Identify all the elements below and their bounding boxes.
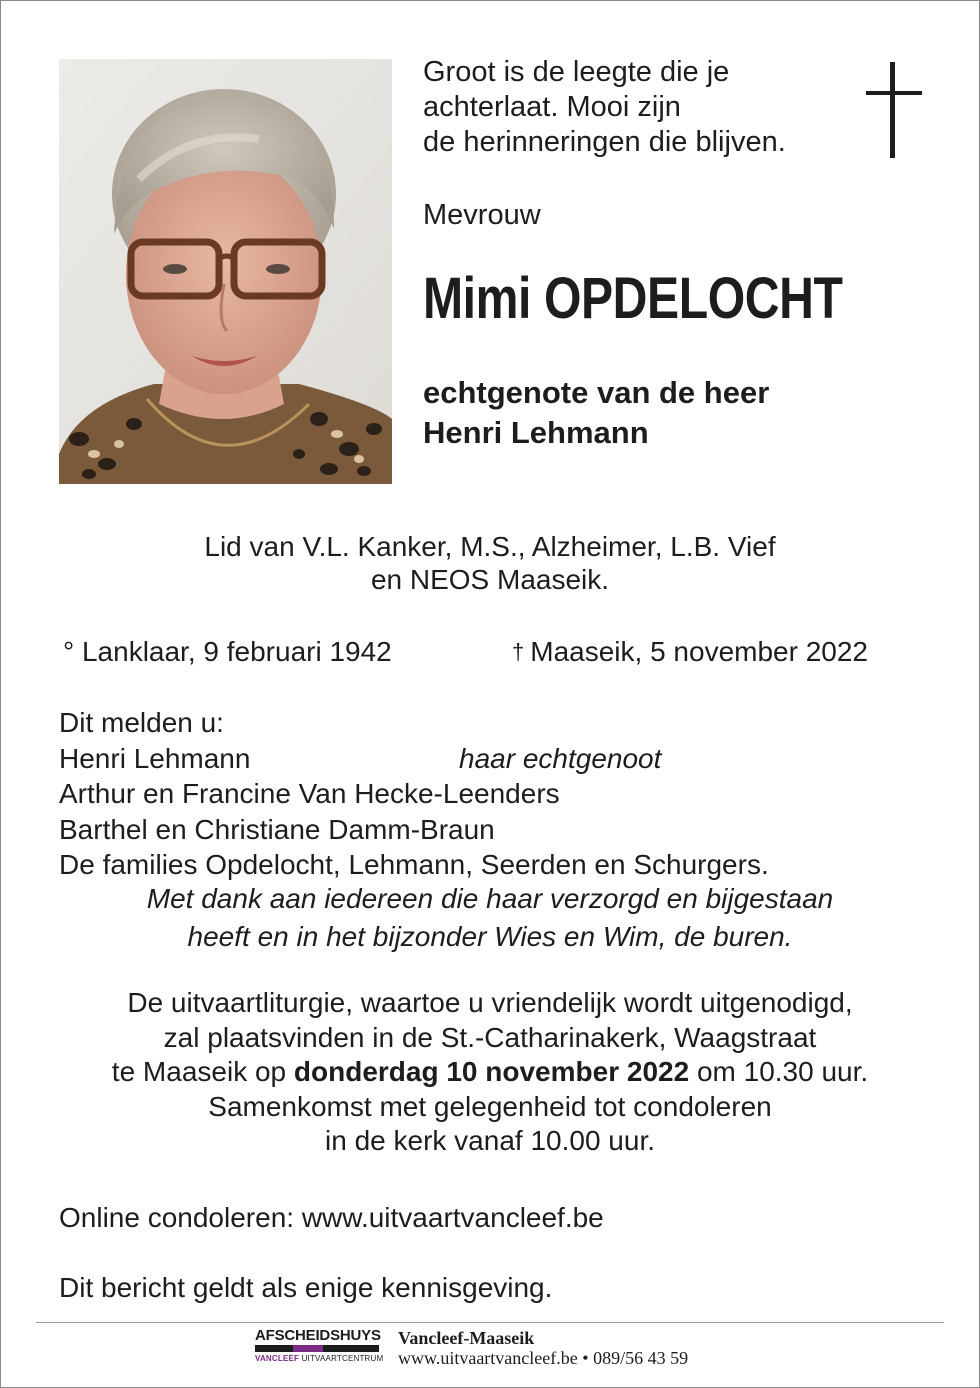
- deceased-name: Mimi OPDELOCHT: [423, 266, 843, 331]
- funeral-line: De uitvaartliturgie, waartoe u vriendelijk wordt uitgenodigd,: [127, 987, 853, 1018]
- contact-line: [398, 1348, 688, 1368]
- funeral-date: donderdag 10 november 2022: [293, 1056, 690, 1087]
- family-member: Barthel en Christiane Damm-Braun: [59, 813, 495, 845]
- separator: •: [582, 1348, 589, 1368]
- funeral-line: [0, 1055, 980, 1090]
- logo-wordmark: AFSCHEIDSHUYS: [255, 1327, 381, 1344]
- cross-icon: [866, 62, 922, 158]
- funeral-home-logo: [255, 1327, 384, 1366]
- thanks-line: heeft en in het bijzonder Wies en Wim, de buren.: [187, 921, 793, 952]
- logo-subline: [255, 1354, 384, 1363]
- honorific: Mevrouw: [423, 199, 541, 231]
- spouse-name: Henri Lehmann: [59, 742, 251, 774]
- quote-line: achterlaat. Mooi zijn: [423, 91, 681, 123]
- footer-divider: [36, 1322, 944, 1323]
- death-date-text: Maaseik, 5 november 2022: [530, 636, 868, 667]
- funeral-line: in de kerk vanaf 10.00 uur.: [325, 1125, 655, 1156]
- funeral-prefix: te Maaseik op: [111, 1056, 294, 1087]
- spouse-info: [423, 373, 769, 453]
- thanks-line: Met dank aan iedereen die haar verzorgd en bijgestaan: [146, 883, 834, 914]
- funeral-line: zal plaatsvinden in de St.-Catharinakerk, Waagstraat: [163, 1021, 817, 1053]
- funeral-line: Samenkomst met gelegenheid tot condoleren: [208, 1090, 772, 1122]
- thanks-note: [0, 880, 980, 956]
- funeral-time: om 10.30 uur.: [689, 1056, 869, 1087]
- family-member: Arthur en Francine Van Hecke-Leenders: [59, 778, 560, 809]
- portrait-photo: [59, 59, 392, 484]
- phone-number: 089/56 43 59: [593, 1348, 689, 1368]
- birth-date: ° Lanklaar, 9 februari 1942: [63, 636, 392, 667]
- spouse-line: echtgenote van de heer: [423, 375, 770, 410]
- funeral-home-contact: [398, 1328, 688, 1368]
- family-intro: Dit melden u:: [59, 707, 224, 738]
- membership-line: en NEOS Maaseik.: [370, 564, 610, 595]
- online-condolences: Online condoleren: www.uitvaartvancleef.be: [59, 1202, 604, 1233]
- family-member: [59, 741, 769, 777]
- logo-tagline: UITVAARTCENTRUM: [301, 1354, 384, 1363]
- spouse-line: Henri Lehmann: [423, 415, 649, 450]
- notice-text: Dit bericht geldt als enige kennisgeving.: [59, 1272, 553, 1303]
- website-link[interactable]: www.uitvaartvancleef.be: [398, 1348, 578, 1368]
- quote-line: de herinneringen die blijven.: [423, 126, 786, 158]
- funeral-info: [0, 986, 980, 1159]
- membership-info: [0, 530, 980, 596]
- quote-line: Groot is de leegte die je: [423, 56, 730, 88]
- spouse-relation: haar echtgenoot: [459, 742, 662, 774]
- memorial-quote: [423, 55, 843, 160]
- death-date: [512, 635, 868, 668]
- logo-bar: [255, 1345, 379, 1352]
- family-list: [59, 705, 769, 883]
- small-cross-icon: †: [512, 639, 525, 664]
- firm-name: Vancleef-Maaseik: [398, 1328, 535, 1348]
- logo-brand: VANCLEEF: [255, 1354, 300, 1363]
- family-member: De families Opdelocht, Lehmann, Seerden en Schurgers.: [59, 849, 769, 880]
- membership-line: Lid van V.L. Kanker, M.S., Alzheimer, L.B. Vief: [204, 531, 776, 562]
- logo-accent: [293, 1345, 323, 1352]
